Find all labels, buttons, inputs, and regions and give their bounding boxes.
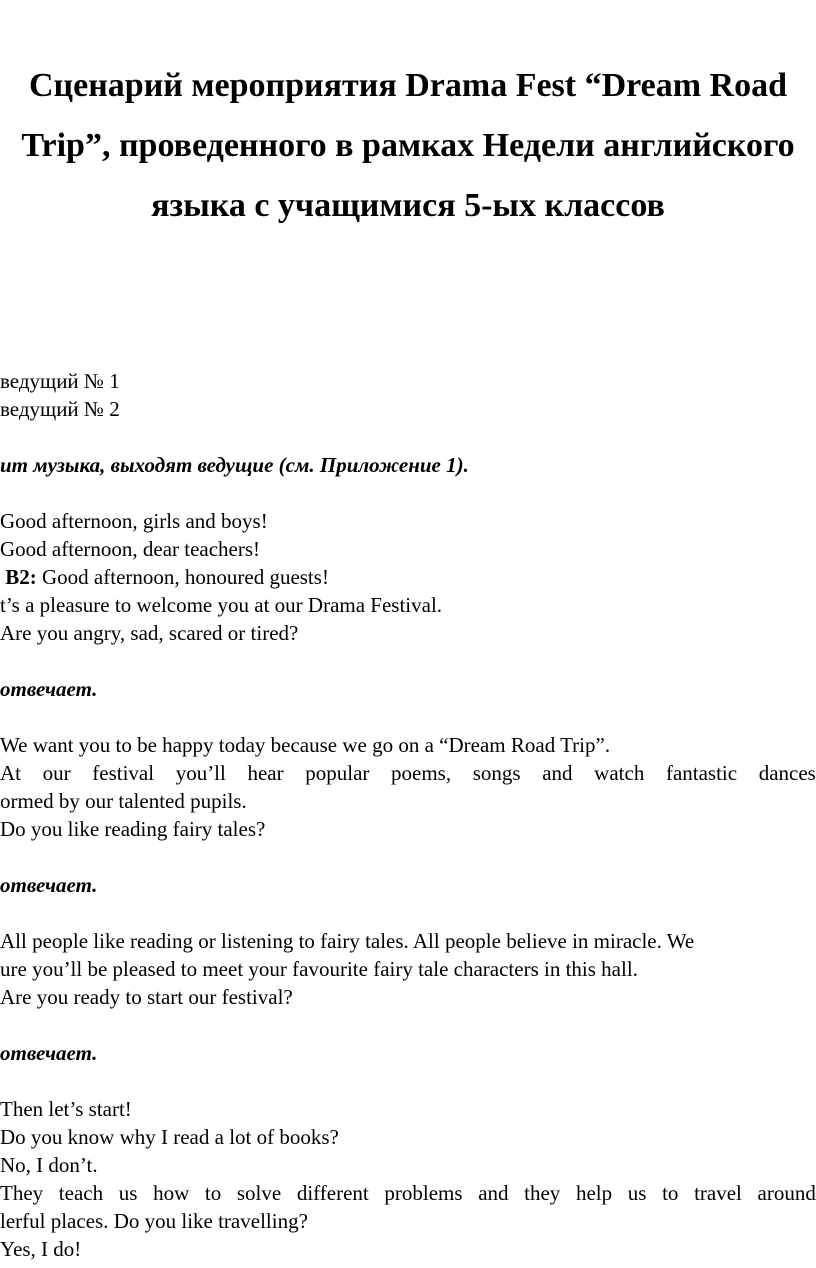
word: different — [296, 1181, 369, 1205]
dialogue-line: All people like reading or listening to fairy tales. All people believe in miracle. We — [0, 929, 695, 953]
word: fantastic — [665, 761, 738, 785]
word: to — [204, 1181, 222, 1205]
dialogue-line: Then let’s start! — [0, 1097, 132, 1121]
dialogue-line: Good afternoon, dear teachers! — [0, 537, 261, 561]
stage-direction-answers: отвечает. — [0, 677, 98, 701]
dialogue-line: Yes, I do! — [0, 1237, 82, 1261]
dialogue-line: t’s a pleasure to welcome you at our Drama Festival. — [0, 593, 443, 617]
word: watch — [594, 761, 645, 785]
stage-direction-music: ит музыка, выходят ведущие (см. Приложение 1). — [0, 453, 469, 477]
word: festival — [92, 761, 155, 785]
dialogue-line: ormed by our talented pupils. — [0, 789, 247, 813]
dialogue-line: No, I don’t. — [0, 1153, 98, 1177]
dialogue-line: Are you angry, sad, scared or tired? — [0, 621, 299, 645]
word: us — [118, 1181, 138, 1205]
word: and — [542, 761, 573, 785]
document-title — [0, 56, 816, 236]
word: poems, — [391, 761, 452, 785]
word: to — [662, 1181, 679, 1205]
dialogue-text: Good afternoon, honoured guests! — [36, 565, 329, 589]
title-line-2: Trip”, проведенного в рамках Недели английского — [21, 127, 795, 164]
word: dances — [758, 761, 816, 785]
word: solve — [236, 1181, 282, 1205]
word: help — [575, 1181, 613, 1205]
dialogue-line: Good afternoon, girls and boys! — [0, 509, 268, 533]
word: problems — [384, 1181, 463, 1205]
title-line-1: Сценарий мероприятия Drama Fest “Dream Road — [28, 67, 788, 104]
speaker-label: B2: — [5, 565, 37, 589]
word: At — [0, 761, 21, 785]
word: they — [524, 1181, 561, 1205]
stage-direction-answers: отвечает. — [0, 1041, 98, 1065]
word: how — [153, 1181, 190, 1205]
title-line-3: языка с учащимися 5-ых классов — [151, 187, 665, 224]
word: you’ll — [175, 761, 226, 785]
word: our — [42, 761, 71, 785]
word: popular — [305, 761, 370, 785]
cast-line-host-1: ведущий № 1 — [0, 369, 120, 393]
dialogue-line-b2 — [0, 564, 816, 591]
word: and — [478, 1181, 509, 1205]
word: travel — [694, 1181, 742, 1205]
word: around — [757, 1181, 816, 1205]
dialogue-line: lerful places. Do you like travelling? — [0, 1209, 308, 1233]
dialogue-line-justified — [0, 1180, 816, 1207]
stage-direction-answers: отвечает. — [0, 873, 98, 897]
word: hear — [247, 761, 284, 785]
dialogue-line: We want you to be happy today because we go on a “Dream Road Trip”. — [0, 733, 611, 757]
dialogue-line: ure you’ll be pleased to meet your favourite fairy tale characters in this hall. — [0, 957, 638, 981]
dialogue-line: Do you know why I read a lot of books? — [0, 1125, 339, 1149]
word: They — [0, 1181, 44, 1205]
word: teach — [58, 1181, 104, 1205]
word: songs — [472, 761, 521, 785]
cast-line-host-2: ведущий № 2 — [0, 397, 120, 421]
dialogue-line-justified — [0, 760, 816, 787]
word: us — [627, 1181, 647, 1205]
dialogue-line: Do you like reading fairy tales? — [0, 817, 266, 841]
dialogue-line: Are you ready to start our festival? — [0, 985, 293, 1009]
